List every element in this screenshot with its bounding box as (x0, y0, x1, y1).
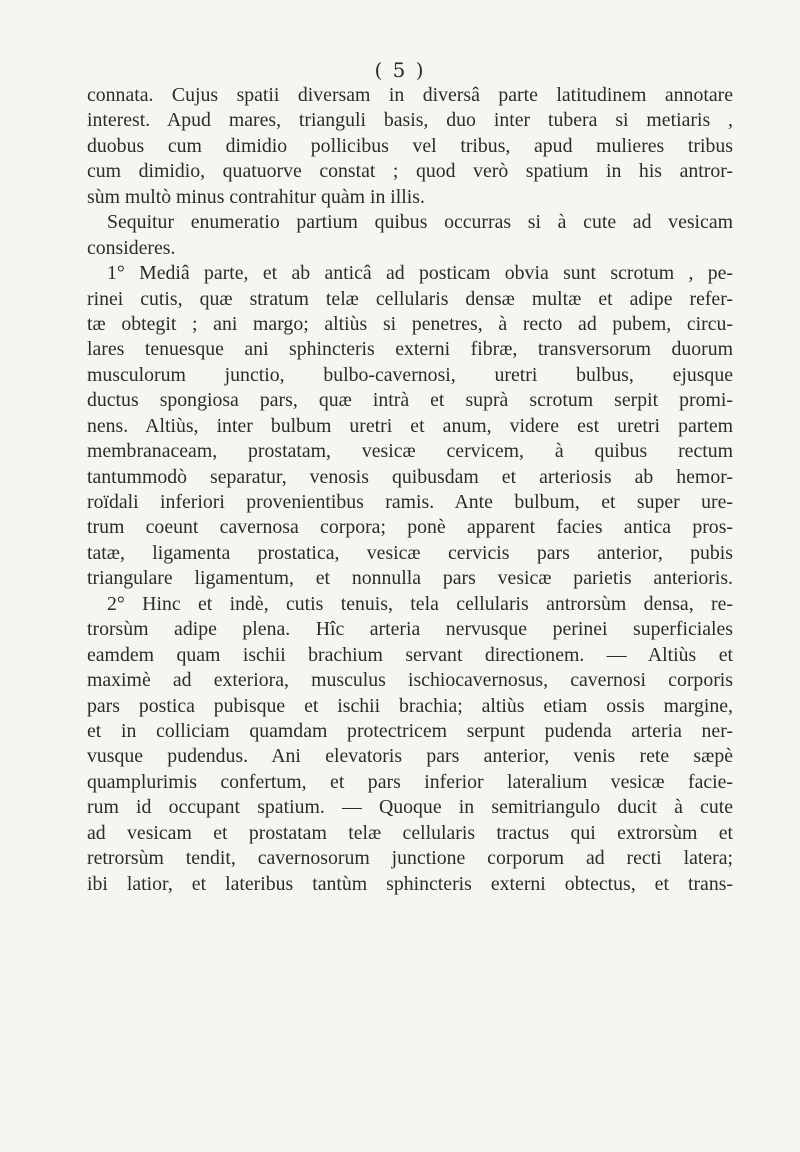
text-line: 1° Mediâ parte, et ab anticâ ad posticam obvia sunt scrotum , pe- (107, 262, 733, 285)
text-line: trorsùm adipe plena. Hîc arteria nervusque perinei superficiales (87, 618, 733, 641)
text-line: vusque pudendus. Ani elevatoris pars anterior, venis rete sæpè (87, 745, 733, 768)
text-line: triangulare ligamentum, et nonnulla pars vesicæ parietis anterioris. (87, 567, 733, 590)
body-text (87, 83, 733, 897)
text-line: sùm multò minus contrahitur quàm in illis. (87, 185, 425, 208)
text-line: membranaceam, prostatam, vesicæ cervicem, à quibus rectum (87, 440, 733, 463)
text-line: ibi latior, et lateribus tantùm sphincteris externi obtectus, et trans- (87, 872, 733, 895)
text-line: tantummodò separatur, venosis quibusdam et arteriosis ab hemor- (87, 465, 733, 488)
text-line: connata. Cujus spatii diversam in diversâ parte latitudinem annotare (87, 84, 733, 106)
text-line: retrorsùm tendit, cavernosorum junctione corporum ad recti latera; (87, 847, 733, 870)
text-line: et in colliciam quamdam protectricem serpunt pudenda arteria ner- (87, 719, 733, 742)
text-line: rum id occupant spatium. — Quoque in semitriangulo ducit à cute (87, 796, 733, 819)
text-line: consideres. (87, 236, 176, 259)
page-number: ( 5 ) (374, 58, 426, 82)
text-line: tatæ, ligamenta prostatica, vesicæ cervicis pars anterior, pubis (87, 541, 733, 564)
text-line: rinei cutis, quæ stratum telæ cellularis densæ multæ et adipe refer- (87, 287, 733, 310)
text-line: quamplurimis confertum, et pars inferior lateralium vesicæ facie- (87, 770, 733, 793)
text-line: eamdem quam ischii brachium servant directionem. — Altiùs et (87, 643, 733, 666)
text-line: roïdali inferiori provenientibus ramis. Ante bulbum, et super ure- (87, 491, 733, 513)
text-line: tæ obtegit ; ani margo; altiùs si penetres, à recto ad pubem, circu- (87, 312, 733, 335)
text-line: nens. Altiùs, inter bulbum uretri et anum, videre est uretri partem (87, 414, 733, 437)
text-line: duobus cum dimidio pollicibus vel tribus, apud mulieres tribus (87, 134, 733, 157)
text-line: maximè ad exteriora, musculus ischiocavernosus, cavernosi corporis (87, 669, 733, 692)
text-line: pars postica pubisque et ischii brachia; altiùs etiam ossis margine, (87, 694, 733, 717)
text-line: cum dimidio, quatuorve constat ; quod verò spatium in his antror- (87, 160, 733, 183)
text-line: 2° Hinc et indè, cutis tenuis, tela cellularis antrorsùm densa, re- (107, 592, 733, 615)
text-line: ductus spongiosa pars, quæ intrà et suprà scrotum serpit promi- (87, 389, 733, 412)
text-line: Sequitur enumeratio partium quibus occurras si à cute ad vesicam (107, 211, 733, 234)
text-line: ad vesicam et prostatam telæ cellularis tractus qui extrorsùm et (87, 821, 733, 844)
text-line: musculorum junctio, bulbo-cavernosi, uretri bulbus, ejusque (87, 363, 733, 386)
text-line: interest. Apud mares, trianguli basis, duo inter tubera si metiaris , (87, 109, 733, 132)
text-line: lares tenuesque ani sphincteris externi fibræ, transversorum duorum (87, 338, 733, 361)
text-line: trum coeunt cavernosa corpora; ponè apparent facies antica pros- (87, 516, 733, 539)
